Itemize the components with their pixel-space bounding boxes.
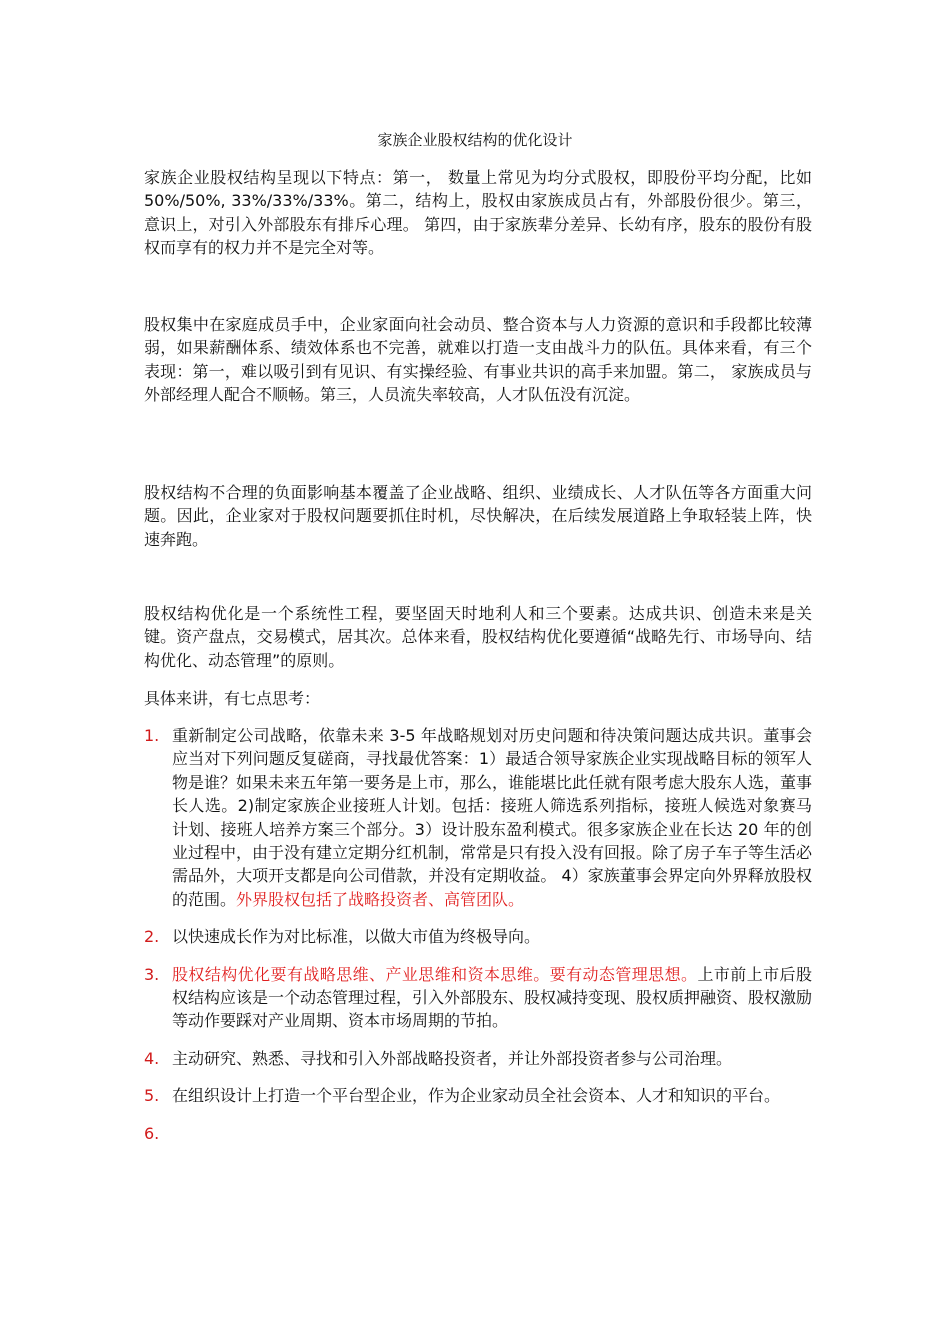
paragraph-optimization: 股权结构优化是一个系统性工程，要坚固天时地利人和三个要素。达成共识、创造未来是关键。资产盘点，交易模式，居其次。总体来看，股权结构优化要遵循“战略先行、市场导向、结构优化、动态管理”的原则。 (144, 604, 812, 670)
list-item-text: 主动研究、熟悉、寻找和引入外部战略投资者，并让外部投资者参与公司治理。 (172, 1048, 733, 1068)
list-number: 6. (144, 1123, 160, 1143)
list-number: 3. (144, 964, 160, 984)
list-item-text: 上市前上市后股权结构应该是一个动态管理过程，引入外部股东、股权减持变现、股权质押融资、股权激励等动作要踩对产业周期、资本市场周期的节拍。 (172, 964, 813, 1031)
seven-points-list (144, 724, 813, 1143)
list-number: 5. (144, 1086, 160, 1106)
paragraph-seven-points-intro: 具体来讲，有七点思考： (144, 689, 321, 708)
list-number: 4. (144, 1048, 160, 1068)
document-title: 家族企业股权结构的优化设计 (377, 131, 573, 149)
paragraph-features: 家族企业股权结构呈现以下特点：第一， 数量上常见为均分式股权，即股份平均分配，比如 50%/50%, 33%/33%/33%。第二，结构上，股权由家族成员占有，外部股份很少。第三，意识上，对引入外部股东有排斥心理。 第四，由于家族辈分差异、长幼有序，股东的股份有股权而享有的权力并不是完全对等。 (144, 168, 812, 258)
list-item (144, 1047, 812, 1070)
list-item-highlight: 外界股权包括了战略投资者、高管团队。 (236, 889, 525, 909)
list-item (144, 925, 812, 948)
list-item (144, 963, 812, 1033)
list-item (144, 724, 812, 911)
list-item-text: 在组织设计上打造一个平台型企业，作为企业家动员全社会资本、人才和知识的平台。 (172, 1086, 781, 1106)
paragraph-impact: 股权结构不合理的负面影响基本覆盖了企业战略、组织、业绩成长、人才队伍等各方面重大问题。因此，企业家对于股权问题要抓住时机，尽快解决，在后续发展道路上争取轻装上阵，快速奔跑。 (144, 483, 812, 549)
paragraph-concentration: 股权集中在家庭成员手中，企业家面向社会动员、整合资本与人力资源的意识和手段都比较薄弱，如果薪酬体系、绩效体系也不完善，就难以打造一支由战斗力的队伍。具体来看，有三个表现：第一，难以吸引到有见识、有实操经验、有事业共识的高手来加盟。第二， 家族成员与外部经理人配合不顺畅。第三，人员流失率较高，人才队伍没有沉淀。 (144, 315, 812, 405)
list-number: 2. (144, 927, 160, 947)
list-number: 1. (144, 726, 160, 745)
list-item (144, 1084, 812, 1107)
list-item-text: 以快速成长作为对比标准，以做大市值为终极导向。 (172, 927, 541, 947)
list-item-highlight: 股权结构优化要有战略思维、产业思维和资本思维。要有动态管理思想。 (172, 964, 698, 984)
list-item-text: 重新制定公司战略，依靠未来 3-5 年战略规划对历史问题和待决策问题达成共识。董事会应当对下列问题反复磋商，寻找最优答案：1）最适合领导家族企业实现战略目标的领军人物是谁？如果未来五年第一要务是上市，那么，谁能堪比此任就有限考虑大股东人选，董事长人选。2)制定家族企业接班人计划。包括：接班人筛选系列指标，接班人候选对象赛马计划、接班人培养方案三个部分。3）设计股东盈利模式。很多家族企业在长达 20 年的创业过程中，由于没有建立定期分红机制，常常是只有投入没有回报。除了房子车子等生活必需品外，大项开支都是向公司借款，并没有定期收益。 4）家族董事会界定向外界释放股权的范围。 (172, 726, 813, 909)
